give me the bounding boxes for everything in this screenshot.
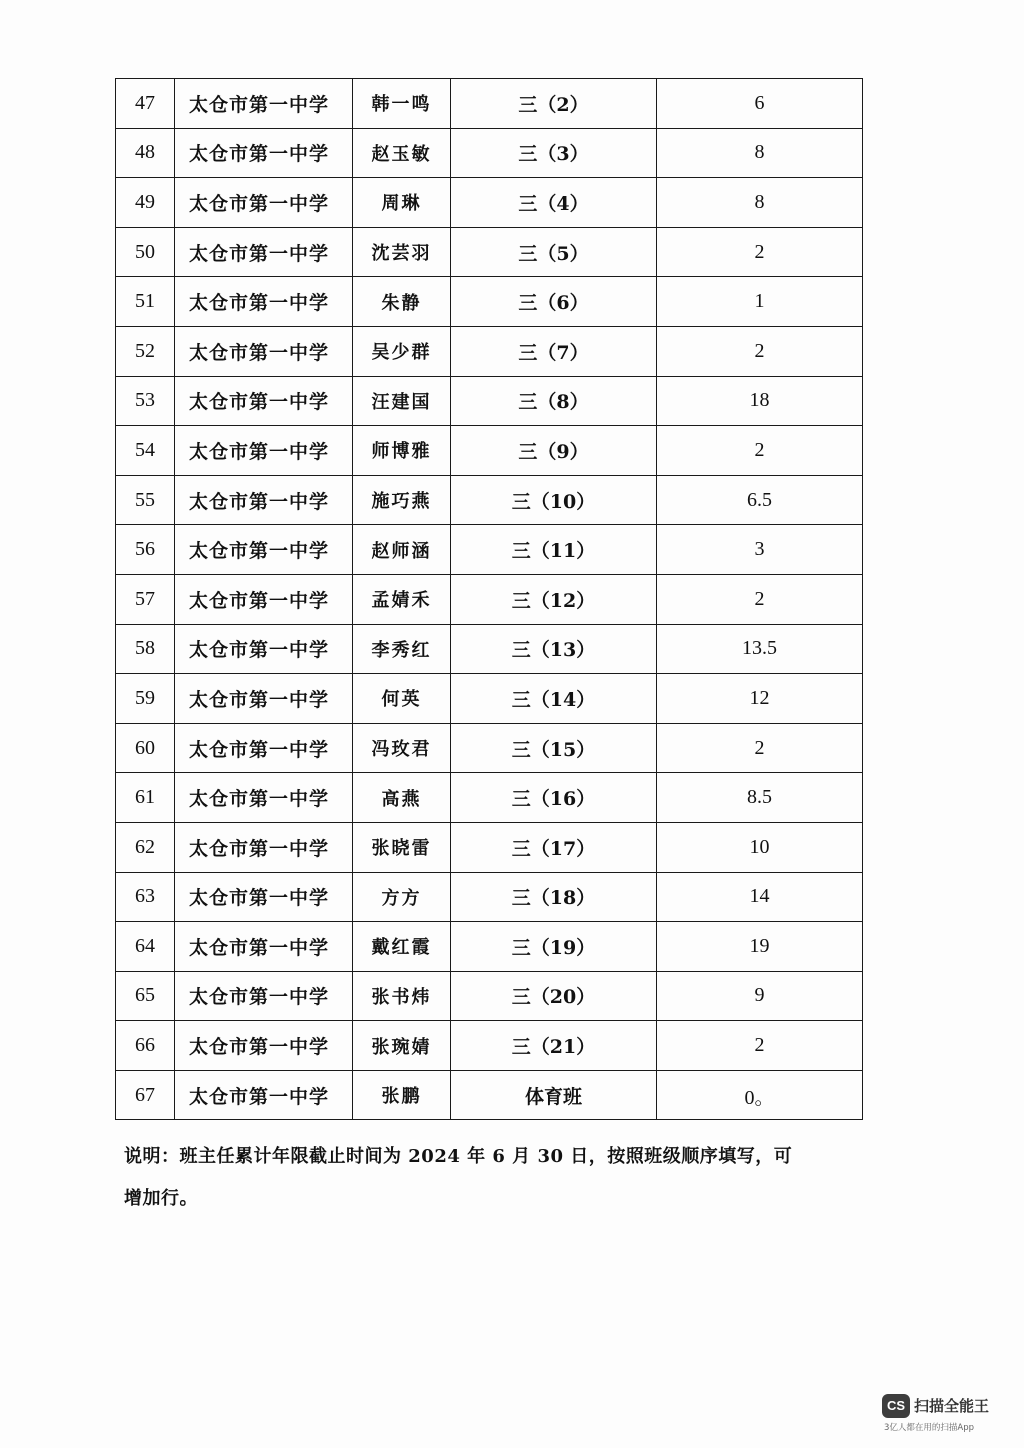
table-row [116,525,863,575]
table-row [116,475,863,525]
teacher-name-cell: 方方 [353,872,451,922]
table-row [116,376,863,426]
school-cell: 太仓市第一中学 [175,426,353,476]
years-cell: 14 [657,872,863,922]
row-index-cell: 53 [116,376,175,426]
teacher-name-cell: 孟婧禾 [353,574,451,624]
years-cell: 2 [657,227,863,277]
teacher-name-cell: 赵师涵 [353,525,451,575]
years-cell: 12 [657,674,863,724]
row-index-cell: 62 [116,822,175,872]
school-cell: 太仓市第一中学 [175,79,353,129]
watermark-tagline: 3亿人都在用的扫描App [884,1423,975,1433]
table-row [116,326,863,376]
class-cell: 体育班 [451,1070,657,1120]
watermark-brand: 扫描全能王 [914,1397,990,1415]
years-cell: 19 [657,922,863,972]
teacher-table-grid [115,78,863,1120]
class-cell: 三（8） [451,376,657,426]
school-cell: 太仓市第一中学 [175,128,353,178]
class-cell: 三（7） [451,326,657,376]
class-cell: 三（16） [451,773,657,823]
school-cell: 太仓市第一中学 [175,326,353,376]
teacher-name-cell: 施巧燕 [353,475,451,525]
table-row [116,128,863,178]
table-row [116,822,863,872]
table-row [116,872,863,922]
school-cell: 太仓市第一中学 [175,674,353,724]
teacher-name-cell: 周琳 [353,178,451,228]
row-index-cell: 60 [116,723,175,773]
school-cell: 太仓市第一中学 [175,1021,353,1071]
table-row [116,674,863,724]
teacher-table [115,78,862,1120]
table-row [116,1021,863,1071]
teacher-name-cell: 张晓雷 [353,822,451,872]
table-row [116,624,863,674]
teacher-name-cell: 韩一鸣 [353,79,451,129]
class-cell: 三（10） [451,475,657,525]
row-index-cell: 61 [116,773,175,823]
school-cell: 太仓市第一中学 [175,922,353,972]
teacher-name-cell: 高燕 [353,773,451,823]
class-cell: 三（20） [451,971,657,1021]
teacher-name-cell: 张鹏 [353,1070,451,1120]
teacher-name-cell: 何英 [353,674,451,724]
years-cell: 2 [657,426,863,476]
camscanner-logo-icon: CS [882,1394,910,1418]
class-cell: 三（6） [451,277,657,327]
explanation-note-line-1: 说明：班主任累计年限截止时间为 2024 年 6 月 30 日，按照班级顺序填写，可 [124,1146,793,1167]
school-cell: 太仓市第一中学 [175,822,353,872]
teacher-name-cell: 朱静 [353,277,451,327]
school-cell: 太仓市第一中学 [175,574,353,624]
school-cell: 太仓市第一中学 [175,376,353,426]
row-index-cell: 58 [116,624,175,674]
school-cell: 太仓市第一中学 [175,277,353,327]
table-row [116,79,863,129]
school-cell: 太仓市第一中学 [175,971,353,1021]
class-cell: 三（11） [451,525,657,575]
table-row [116,773,863,823]
teacher-table-body [116,79,863,1120]
years-cell: 8 [657,178,863,228]
years-cell: 0。 [657,1070,863,1120]
school-cell: 太仓市第一中学 [175,723,353,773]
teacher-name-cell: 张琬婧 [353,1021,451,1071]
years-cell: 13.5 [657,624,863,674]
class-cell: 三（18） [451,872,657,922]
row-index-cell: 57 [116,574,175,624]
class-cell: 三（19） [451,922,657,972]
school-cell: 太仓市第一中学 [175,475,353,525]
class-cell: 三（13） [451,624,657,674]
years-cell: 6 [657,79,863,129]
years-cell: 9 [657,971,863,1021]
school-cell: 太仓市第一中学 [175,872,353,922]
class-cell: 三（12） [451,574,657,624]
table-row [116,426,863,476]
years-cell: 1 [657,277,863,327]
row-index-cell: 51 [116,277,175,327]
class-cell: 三（9） [451,426,657,476]
class-cell: 三（5） [451,227,657,277]
class-cell: 三（2） [451,79,657,129]
teacher-name-cell: 张书炜 [353,971,451,1021]
years-cell: 8 [657,128,863,178]
school-cell: 太仓市第一中学 [175,773,353,823]
years-cell: 3 [657,525,863,575]
teacher-name-cell: 汪建国 [353,376,451,426]
explanation-note-line-2: 增加行。 [124,1188,198,1209]
teacher-name-cell: 师博雅 [353,426,451,476]
class-cell: 三（14） [451,674,657,724]
explanation-note [124,1136,864,1220]
teacher-name-cell: 李秀红 [353,624,451,674]
row-index-cell: 55 [116,475,175,525]
scanner-watermark [882,1394,1002,1434]
row-index-cell: 47 [116,79,175,129]
table-row [116,227,863,277]
class-cell: 三（4） [451,178,657,228]
years-cell: 2 [657,1021,863,1071]
row-index-cell: 50 [116,227,175,277]
row-index-cell: 67 [116,1070,175,1120]
row-index-cell: 49 [116,178,175,228]
row-index-cell: 59 [116,674,175,724]
years-cell: 8.5 [657,773,863,823]
school-cell: 太仓市第一中学 [175,525,353,575]
school-cell: 太仓市第一中学 [175,624,353,674]
row-index-cell: 65 [116,971,175,1021]
class-cell: 三（3） [451,128,657,178]
years-cell: 6.5 [657,475,863,525]
table-row [116,277,863,327]
teacher-name-cell: 冯玫君 [353,723,451,773]
school-cell: 太仓市第一中学 [175,1070,353,1120]
row-index-cell: 56 [116,525,175,575]
class-cell: 三（17） [451,822,657,872]
table-row [116,178,863,228]
years-cell: 2 [657,326,863,376]
years-cell: 2 [657,574,863,624]
table-row [116,723,863,773]
teacher-name-cell: 戴红霞 [353,922,451,972]
teacher-name-cell: 赵玉敏 [353,128,451,178]
row-index-cell: 64 [116,922,175,972]
table-row [116,574,863,624]
row-index-cell: 48 [116,128,175,178]
years-cell: 10 [657,822,863,872]
row-index-cell: 63 [116,872,175,922]
row-index-cell: 54 [116,426,175,476]
class-cell: 三（21） [451,1021,657,1071]
table-row [116,922,863,972]
table-row [116,1070,863,1120]
years-cell: 2 [657,723,863,773]
years-cell: 18 [657,376,863,426]
class-cell: 三（15） [451,723,657,773]
row-index-cell: 52 [116,326,175,376]
table-row [116,971,863,1021]
school-cell: 太仓市第一中学 [175,178,353,228]
school-cell: 太仓市第一中学 [175,227,353,277]
teacher-name-cell: 沈芸羽 [353,227,451,277]
teacher-name-cell: 吴少群 [353,326,451,376]
row-index-cell: 66 [116,1021,175,1071]
